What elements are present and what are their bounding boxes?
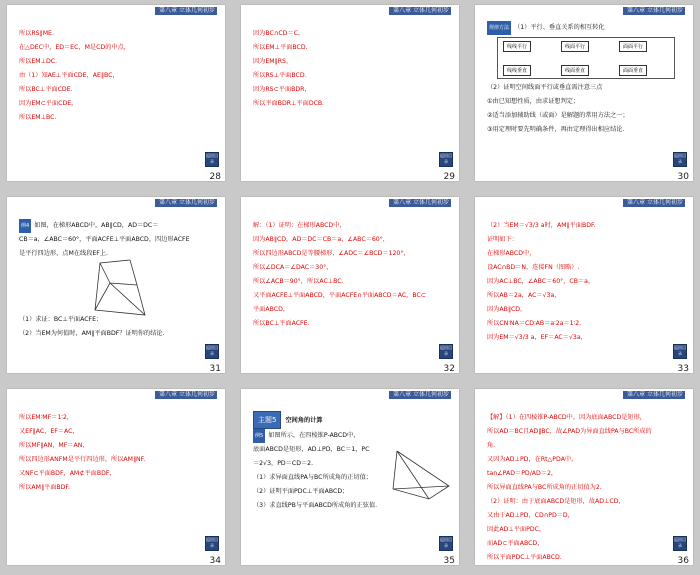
text-content: 所以AB＝2a，AC＝√3a， [487,292,561,299]
text-line [487,537,683,551]
slide-34[interactable] [7,389,225,565]
text-line [19,69,215,83]
text-line [253,261,449,275]
slide-number: 32 [443,364,455,373]
text-content: 因为BC∩CD＝C， [253,30,305,37]
trapezoid-figure [85,255,155,325]
text-line [253,27,449,41]
text-content: （2）证明：由于底面ABCD是矩形，故AD⊥CD， [487,498,625,505]
text-line [253,41,449,55]
slide-36[interactable] [475,389,693,565]
example-tag: 规律方法 [487,21,511,35]
text-content: 因为RS⊂平面BDR， [253,86,311,93]
text-line [19,439,215,453]
text-line [487,219,683,233]
text-content: 所以EM⊥DC. [19,58,58,65]
text-content: 因为EM∥RS， [253,58,293,65]
text-content: 所以AD＝BC且AD∥BC，故∠PAD为异面直线PA与BC所成的 [487,428,652,435]
text-content: 所以RS∥ME. [19,30,54,37]
slide-text [253,27,449,111]
slide-33[interactable] [475,197,693,373]
text-line [487,261,683,275]
text-content: （2）证明空间线面平行或垂直需注意三点 [487,84,603,91]
slide-text [19,411,215,495]
text-line [253,317,449,331]
text-line [487,523,683,537]
slide-number: 29 [443,172,455,181]
return-menu-button[interactable]: 返回目录 [439,152,453,167]
text-content: 平面ABCD， [253,306,290,313]
text-content: 角. [487,442,496,449]
slide-header [241,197,459,207]
text-line [19,111,215,125]
text-content: 是平行四边形，点M在线段EF上. [19,250,109,257]
text-content: 所以∠ACB＝90°，所以AC⊥BC. [253,278,344,285]
text-line [253,275,449,289]
diagram-box: 面面平行 [619,41,647,52]
text-content: 证明如下： [487,236,518,243]
topic-title: 空间角的计算 [285,417,323,424]
text-content: 所以EM∶MF＝1∶2， [19,414,73,421]
text-content: 所以AM∥平面BDF. [19,484,70,491]
text-content: 又由于AD⊥PD，CD∩PD＝D， [487,512,574,519]
text-content: 又因为AD⊥PD，在Rt△PDA中， [487,456,578,463]
text-line [487,425,683,439]
text-line [19,27,215,41]
slide-32[interactable] [241,197,459,373]
text-line [253,233,449,247]
text-line [19,467,215,481]
return-menu-button[interactable]: 返回目录 [439,344,453,359]
chapter-label: 第八章 立体几何初步 [393,199,449,206]
text-content: 因此AD⊥平面PDC， [487,526,546,533]
text-content: 如图，在梯形ABCD中，AB∥CD，AD＝DC＝ [34,222,159,229]
return-menu-button[interactable]: 返回目录 [439,536,453,551]
slide-number: 30 [677,172,689,181]
return-menu-button[interactable]: 返回目录 [673,536,687,551]
text-line [19,219,215,233]
slide-number: 34 [209,556,221,565]
slide-header [241,5,459,15]
text-content: 所以BC⊥平面ACFE. [253,320,310,327]
figure-lines [95,260,145,315]
text-content: 设AC∩BD＝N，连接FN（图略）. [487,264,580,271]
text-content: 因为EM＝√3/3 a，EF＝AC＝√3a， [487,334,587,341]
slide-28[interactable] [7,5,225,181]
text-line [253,289,449,303]
slide-text [253,219,449,331]
slide-29[interactable] [241,5,459,181]
text-content: 所以异面直线PA与BC所成角的正切值为2. [487,484,602,491]
text-content: 所以EM⊥BC. [19,114,57,121]
text-content: 底面ABCD是矩形，AD⊥PD，BC＝1，PC [253,446,370,453]
text-content: 解：（1）证明：在梯形ABCD中， [253,222,346,229]
text-line [487,509,683,523]
text-line [19,425,215,439]
text-content: （3）求直线PB与平面ABCD所成角的正弦值. [253,502,378,509]
text-line [487,247,683,261]
text-line [253,303,449,317]
text-content: 因为EM⊂平面CDE， [19,100,78,107]
text-line [487,233,683,247]
chapter-label: 第八章 立体几何初步 [159,391,215,398]
text-content: 所以平面PDC⊥平面ABCD. [487,554,562,561]
text-content: 如图所示，在四棱锥P-ABCD中， [268,432,360,439]
text-content: 所以平面BDR⊥平面DCB. [253,100,325,107]
text-content: CB＝a，∠ABC＝60°，平面ACFE⊥平面ABCD，四边形ACFE [19,236,190,243]
text-line [19,41,215,55]
text-content: ③用定理时要先明确条件，再由定理得出相应结论. [487,126,625,133]
text-line [19,453,215,467]
chapter-label: 第八章 立体几何初步 [159,199,215,206]
text-line [253,83,449,97]
text-content: 因为AC⊥BC，∠ABC＝60°，CB＝a， [487,278,595,285]
text-content: 又平面ACFE⊥平面ABCD，平面ACFE∩平面ABCD＝AC，BC⊂ [253,292,426,299]
text-content: ②适当添加辅助线（或面）是解题的常用方法之一； [487,112,629,119]
text-content: （1）求异面直线PA与BC所成角的正切值； [253,474,372,481]
text-content: （1）求证：BC⊥平面ACFE； [19,316,103,323]
topic-badge: 主题5 [253,411,281,429]
text-line [253,247,449,261]
text-line [487,303,683,317]
chapter-label: 第八章 立体几何初步 [159,7,215,14]
diagram-box: 线面垂直 [561,65,589,76]
chapter-label: 第八章 立体几何初步 [627,199,683,206]
text-content: （2）证明平面PDC⊥平面ABCD； [253,488,349,495]
text-line [19,97,215,111]
text-content: 所以四边形ABCD是等腰梯形，∠ADC＝∠BCD＝120°， [253,250,410,257]
text-content: 因为AB∥CD， [487,306,527,313]
slide-number: 33 [677,364,689,373]
example-tag: 例4 [19,219,31,233]
text-line [487,109,683,123]
diagram-frame [497,37,675,79]
text-content: tan∠PAD＝PD/AD＝2， [487,470,558,477]
return-menu-button[interactable]: 返回目录 [205,536,219,551]
slide-text [487,219,683,345]
text-line [487,551,683,565]
text-line [253,55,449,69]
chapter-label: 第八章 立体几何初步 [393,391,449,398]
text-line [19,411,215,425]
text-line [487,275,683,289]
return-menu-button[interactable]: 返回目录 [673,152,687,167]
slide-header [475,389,693,399]
diagram-box: 线面平行 [561,41,589,52]
text-line [487,21,683,35]
example-tag: 例5 [253,429,265,443]
slide-35[interactable] [241,389,459,565]
text-line [19,233,215,247]
slide-text [487,21,683,137]
slide-30[interactable] [475,5,693,181]
text-line [487,289,683,303]
chapter-label: 第八章 立体几何初步 [627,391,683,398]
topic-heading [253,411,449,429]
text-line [253,69,449,83]
text-line [19,327,215,341]
slide-header [475,5,693,15]
text-content: 在△DEC中，ED＝EC，M是CD的中点， [19,44,130,51]
text-content: 而AD⊂平面ABCD， [487,540,544,547]
text-content: ①由已知想性质，由求证想判定； [487,98,580,105]
slide-header [475,197,693,207]
slide-31[interactable] [7,197,225,373]
text-content: 所以MF∥AN，MF＝AN， [19,442,89,449]
text-content: 所以CN∶NA＝CD∶AB＝a∶2a＝1∶2. [487,320,582,327]
slide-header [241,389,459,399]
text-content: 所以四边形ANFM是平行四边形，所以AM∥NF. [19,456,146,463]
text-line [487,123,683,137]
text-content: 因为AB∥CD，AD＝DC＝CB＝a，∠ABC＝60°， [253,236,389,243]
return-menu-button[interactable]: 返回目录 [673,344,687,359]
slide-header [7,5,225,15]
text-line [19,83,215,97]
text-content: 又EF∥AC，EF＝AC， [19,428,79,435]
diagram-box: 线线平行 [503,41,531,52]
slide-header [7,197,225,207]
text-content: 所以EM⊥平面BCD. [253,44,308,51]
chapter-label: 第八章 立体几何初步 [627,7,683,14]
text-line [487,317,683,331]
text-content: （2）当EM为何值时，AM∥平面BDF？证明你的结论. [19,330,165,337]
text-content: （2）当EM＝√3/3 a时，AM∥平面BDF. [487,222,596,229]
text-content: 由（1）知AE⊥平面CDE，AE∥BC， [19,72,119,79]
return-menu-button[interactable]: 返回目录 [205,152,219,167]
text-content: 所以∠DCA＝∠DAC＝30°， [253,264,333,271]
text-line [487,411,683,425]
slide-text [19,27,215,125]
text-content: 在梯形ABCD中， [487,250,536,257]
text-line [487,331,683,345]
slide-number: 28 [209,172,221,181]
figure-lines [393,451,449,499]
pyramid-figure [389,441,459,511]
text-line [487,95,683,109]
text-content: 所以BC⊥平面CDE. [19,86,73,93]
text-line [253,219,449,233]
text-content: 【解】（1）在四棱锥P-ABCD中，因为底面ABCD是矩形， [487,414,646,421]
slide-number: 31 [209,364,221,373]
chapter-label: 第八章 立体几何初步 [393,7,449,14]
text-content: 所以RS⊥平面BCD. [253,72,307,79]
slide-header [7,389,225,399]
return-menu-button[interactable]: 返回目录 [205,344,219,359]
diagram-box: 线线垂直 [503,65,531,76]
text-content: 又NF⊂平面BDF，AM⊄平面BDF， [19,470,116,477]
text-line [253,97,449,111]
text-line [487,495,683,509]
text-line [487,81,683,95]
text-line [487,453,683,467]
text-line [19,481,215,495]
text-content: （1）平行、垂直关系的相互转化 [514,24,605,31]
diagram-box: 面面垂直 [619,65,647,76]
text-line [487,481,683,495]
text-line [487,439,683,453]
slide-number: 36 [677,556,689,565]
slide-text [487,411,683,565]
relation-diagram [497,37,683,79]
text-line [19,55,215,69]
text-line [487,467,683,481]
text-content: ＝2√3，PD＝CD＝2. [253,460,314,467]
slide-number: 35 [443,556,455,565]
